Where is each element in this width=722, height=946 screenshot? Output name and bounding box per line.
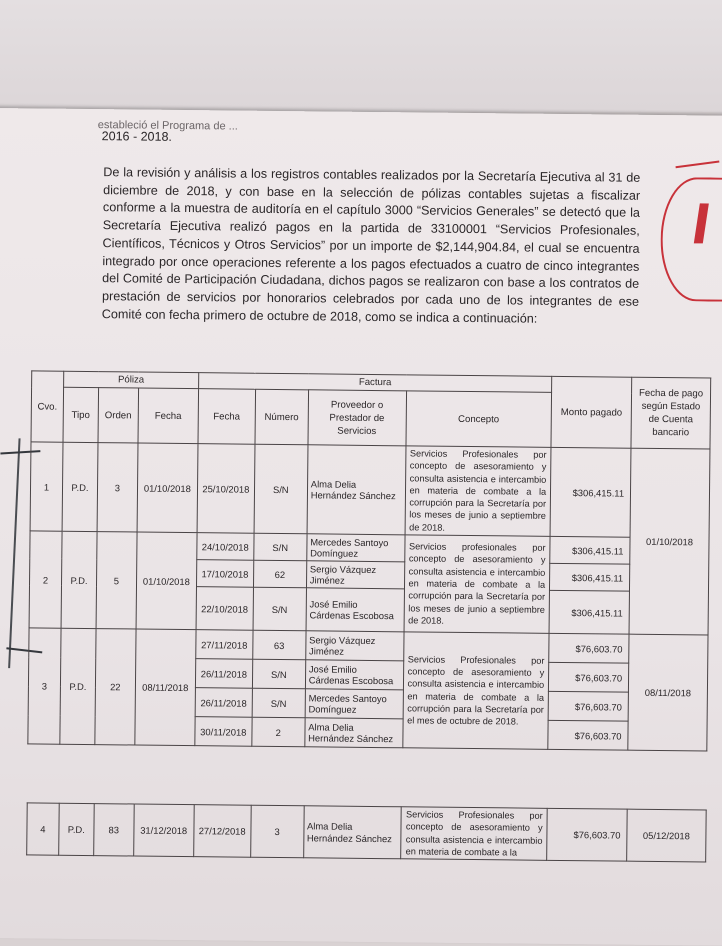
header-tipo: Tipo: [63, 387, 99, 442]
cell-fecha-factura: 26/11/2018: [195, 659, 252, 689]
cell-numero: S/N: [253, 587, 306, 631]
pen-vertical-mark: [8, 438, 20, 668]
cell-monto: $76,603.70: [548, 691, 628, 721]
cell-cvo: 1: [30, 442, 63, 531]
cell-concepto: Servicios Profesionales por concepto de asesoramiento y consulta asistencia e intercambio en materia de combate a la corrupción para la Secretaría por el mes de octubre de 2018.: [402, 632, 549, 750]
header-fecha-factura: Fecha: [198, 389, 256, 445]
cell-concepto: Servicios profesionales por concepto de asesoramiento y consulta asistencia e intercambio en materia de combate a la corrupción para la Secretaría por los meses de junio a septiembre de 2018.: [404, 535, 551, 634]
cell-numero: 3: [250, 805, 303, 858]
cell-tipo: P.D.: [61, 531, 97, 628]
cell-fecha: 08/11/2018: [135, 629, 196, 746]
cell-fecha-factura: 27/12/2018: [193, 805, 251, 858]
cell-numero: 62: [253, 560, 306, 588]
cell-fecha-factura: 17/10/2018: [196, 560, 253, 588]
table-row: [30, 442, 710, 538]
cell-numero: S/N: [254, 533, 307, 561]
cell-proveedor: José Emilio Cárdenas Escobosa: [306, 588, 404, 632]
cell-proveedor: Alma Delia Hernández Sánchez: [307, 445, 406, 535]
header-orden: Orden: [98, 388, 139, 443]
cell-proveedor: Mercedes Santoyo Domínguez: [307, 534, 405, 562]
cell-monto: $76,603.70: [549, 633, 629, 663]
cell-fecha-factura: 24/10/2018: [197, 533, 254, 561]
cell-monto: $306,415.11: [550, 447, 631, 537]
background-page: [0, 0, 722, 112]
cell-numero: S/N: [254, 444, 308, 534]
table-row: [27, 803, 707, 862]
header-factura: Factura: [198, 373, 551, 393]
cell-fecha: 01/10/2018: [137, 443, 198, 533]
red-handwritten-mark: [660, 177, 722, 302]
header-cvo: Cvo.: [31, 371, 64, 442]
cell-monto: $306,415.11: [549, 590, 629, 634]
header-proveedor: Proveedor o Prestador de Servicios: [308, 390, 406, 446]
cell-cvo: 2: [29, 531, 62, 628]
document-page: [0, 108, 722, 946]
cell-proveedor: Sergio Vázquez Jiménez: [306, 561, 404, 589]
cell-cvo: 3: [28, 628, 61, 744]
header-numero: Número: [255, 389, 309, 445]
cell-monto: $306,415.11: [550, 563, 630, 591]
cell-numero: S/N: [252, 688, 305, 718]
header-poliza: Póliza: [64, 371, 199, 388]
payments-table: [27, 370, 711, 751]
cell-fecha-banco: 08/11/2018: [628, 634, 708, 751]
cell-tipo: P.D.: [62, 442, 98, 531]
table-row: [29, 628, 708, 664]
cell-fecha-factura: 26/11/2018: [195, 688, 252, 718]
header-fecha: Fecha: [138, 388, 199, 444]
cell-monto: $76,603.70: [547, 808, 627, 861]
cell-cvo: 4: [27, 803, 59, 856]
cell-orden: 83: [94, 804, 134, 857]
cell-fecha-banco: 05/12/2018: [627, 809, 707, 862]
header-monto: Monto pagado: [551, 376, 632, 448]
cell-numero: 2: [252, 717, 305, 747]
cell-proveedor: Sergio Vázquez Jiménez: [306, 631, 404, 661]
cell-monto: $306,415.11: [550, 536, 630, 564]
payments-table-continued: [26, 802, 707, 862]
years-heading: 2016 - 2018.: [101, 129, 172, 144]
cell-monto: $76,603.70: [548, 720, 628, 750]
cell-tipo: P.D.: [59, 803, 94, 856]
cell-concepto: Servicios Profesionales por concepto de asesoramiento y consulta asistencia e intercambio en materia de combate a la: [401, 807, 547, 861]
cutoff-text-line: estableció el Programa de ...: [97, 119, 238, 133]
red-pen-stroke: [676, 161, 720, 169]
cell-orden: 5: [96, 532, 137, 629]
table-row: [30, 531, 709, 565]
cell-fecha-factura: 25/10/2018: [197, 444, 255, 534]
cell-proveedor: Alma Delia Hernández Sánchez: [305, 718, 403, 748]
cell-tipo: P.D.: [60, 628, 96, 744]
header-concepto: Concepto: [406, 391, 552, 448]
cell-fecha-banco: 01/10/2018: [629, 448, 710, 635]
cell-fecha-factura: 30/11/2018: [195, 717, 252, 747]
cell-orden: 22: [95, 629, 136, 745]
cell-monto: $76,603.70: [549, 662, 629, 692]
cell-fecha: 31/12/2018: [133, 804, 194, 857]
cell-fecha-factura: 22/10/2018: [196, 587, 253, 631]
cell-proveedor: Mercedes Santoyo Domínguez: [305, 689, 403, 719]
cell-fecha-factura: 27/11/2018: [196, 630, 253, 660]
header-fecha-banco: Fecha de pago según Estado de Cuenta bancario: [631, 377, 711, 449]
cell-proveedor: Alma Delia Hernández Sánchez: [303, 806, 401, 859]
cell-numero: 63: [253, 630, 306, 660]
cell-fecha: 01/10/2018: [136, 532, 197, 630]
cell-numero: S/N: [252, 659, 305, 689]
cell-proveedor: José Emilio Cárdenas Escobosa: [305, 660, 403, 690]
cell-orden: 3: [97, 443, 138, 532]
cell-concepto: Servicios Profesionales por concepto de asesoramiento y consulta asistencia e intercambio en materia de combate a la corrupción para la Secretaría por los meses de junio a septiembre de 2018.: [405, 446, 552, 537]
body-paragraph: De la revisión y análisis a los registros contables realizados por la Secretaría Ejecutiva al 31 de diciembre de 2018, y con base en la selección de pólizas contables sujetas a fiscalizar conforme a la muestra de auditoría en el capítulo 3000 “Servicios Generales” se detectó que la Secretaría Ejecutiva realizó pagos en la partida de 33100001 “Servicios Profesionales, Científicos, Técnicos y Otros Servicios” por un importe de $2,144,904.84, el cual se encuentra integrado por once operaciones referente a los pagos efectuados a cuatro de cinco integrantes del Comité de Participación Ciudadana, dichos pagos se realizaron con base a los contratos de prestación de servicios por honorarios celebrados por cada uno de los integrantes de ese Comité con fecha primero de octubre de 2018, como se indica a continuación:: [101, 165, 641, 326]
